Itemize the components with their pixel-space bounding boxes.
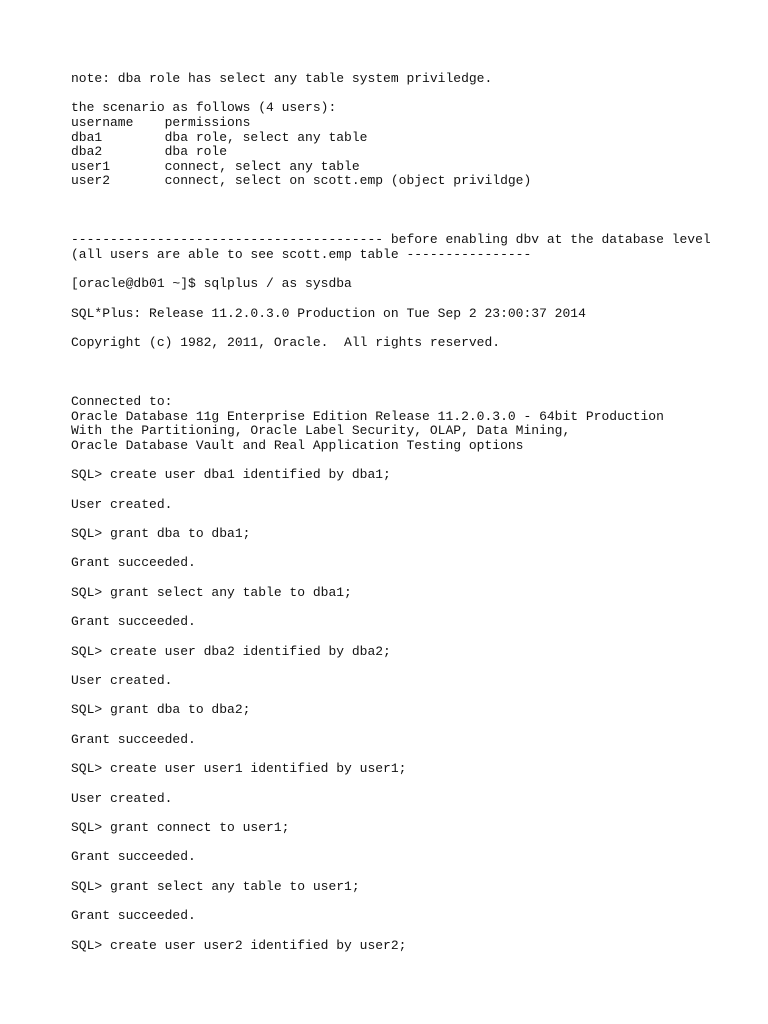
text-block	[71, 233, 751, 262]
text-line: the scenario as follows (4 users):	[71, 100, 337, 116]
text-line: Copyright (c) 1982, 2011, Oracle. All rights reserved.	[71, 335, 501, 351]
block-spacer	[71, 806, 751, 821]
text-block	[71, 615, 751, 630]
text-line: Grant succeeded.	[71, 731, 196, 747]
text-block	[71, 468, 751, 483]
block-spacer	[71, 600, 751, 615]
text-block	[71, 395, 751, 453]
text-block	[71, 307, 751, 322]
text-block	[71, 101, 751, 189]
block-spacer	[71, 189, 751, 219]
text-block	[71, 645, 751, 660]
text-line: [oracle@db01 ~]$ sqlplus / as sysdba	[71, 276, 352, 292]
text-block	[71, 733, 751, 748]
text-line: user1 connect, select any table	[71, 158, 360, 174]
text-line: Grant succeeded.	[71, 614, 196, 630]
text-line: SQL> grant dba to dba2;	[71, 702, 251, 718]
text-line: SQL> grant select any table to user1;	[71, 878, 360, 894]
block-spacer	[71, 453, 751, 468]
block-spacer	[71, 747, 751, 762]
block-spacer	[71, 292, 751, 307]
block-spacer	[71, 219, 751, 234]
text-block	[71, 72, 751, 87]
block-spacer	[71, 777, 751, 792]
text-block	[71, 527, 751, 542]
text-line: SQL> create user user2 identified by user2;	[71, 937, 407, 953]
block-spacer	[71, 836, 751, 851]
block-spacer	[71, 87, 751, 102]
block-spacer	[71, 380, 751, 395]
text-line: dba1 dba role, select any table	[71, 129, 368, 145]
text-line: SQL> grant select any table to dba1;	[71, 584, 352, 600]
block-spacer	[71, 483, 751, 498]
text-block	[71, 556, 751, 571]
block-spacer	[71, 542, 751, 557]
text-line: Connected to:	[71, 394, 173, 410]
text-block	[71, 277, 751, 292]
block-spacer	[71, 630, 751, 645]
text-block	[71, 498, 751, 513]
text-line: Grant succeeded.	[71, 849, 196, 865]
text-line: User created.	[71, 496, 173, 512]
text-line: (all users are able to see scott.emp table ----------------	[71, 246, 532, 262]
text-block	[71, 880, 751, 895]
block-spacer	[71, 924, 751, 939]
block-spacer	[71, 659, 751, 674]
block-spacer	[71, 689, 751, 704]
text-line: username permissions	[71, 114, 251, 130]
text-block	[71, 939, 751, 954]
text-block	[71, 792, 751, 807]
text-line: User created.	[71, 673, 173, 688]
text-block	[71, 336, 751, 351]
text-line: dba2 dba role	[71, 144, 228, 160]
text-line: SQL> grant connect to user1;	[71, 819, 290, 835]
text-line: Oracle Database 11g Enterprise Edition Release 11.2.0.3.0 - 64bit Production	[71, 408, 664, 424]
block-spacer	[71, 321, 751, 336]
text-line: Grant succeeded.	[71, 908, 196, 924]
text-block	[71, 909, 751, 924]
block-spacer	[71, 263, 751, 278]
text-line: note: dba role has select any table system priviledge.	[71, 71, 493, 86]
text-line: Grant succeeded.	[71, 555, 196, 571]
text-block	[71, 821, 751, 836]
text-line: ---------------------------------------- before enabling dbv at the database level	[71, 232, 711, 248]
text-line: SQL> create user user1 identified by user1;	[71, 761, 407, 777]
text-block	[71, 703, 751, 718]
terminal-transcript	[71, 72, 751, 953]
block-spacer	[71, 571, 751, 586]
text-block	[71, 674, 751, 689]
block-spacer	[71, 894, 751, 909]
block-spacer	[71, 512, 751, 527]
block-spacer	[71, 351, 751, 381]
text-line: Oracle Database Vault and Real Application Testing options	[71, 437, 524, 453]
text-line: User created.	[71, 790, 173, 806]
text-line: SQL> grant dba to dba1;	[71, 526, 251, 542]
text-block	[71, 762, 751, 777]
text-block	[71, 850, 751, 865]
text-line: With the Partitioning, Oracle Label Security, OLAP, Data Mining,	[71, 423, 571, 439]
text-line: SQL> create user dba2 identified by dba2;	[71, 643, 391, 659]
block-spacer	[71, 865, 751, 880]
text-block	[71, 586, 751, 601]
block-spacer	[71, 718, 751, 733]
text-line: user2 connect, select on scott.emp (object privildge)	[71, 173, 532, 189]
text-line: SQL*Plus: Release 11.2.0.3.0 Production on Tue Sep 2 23:00:37 2014	[71, 305, 586, 321]
text-line: SQL> create user dba1 identified by dba1;	[71, 467, 391, 483]
